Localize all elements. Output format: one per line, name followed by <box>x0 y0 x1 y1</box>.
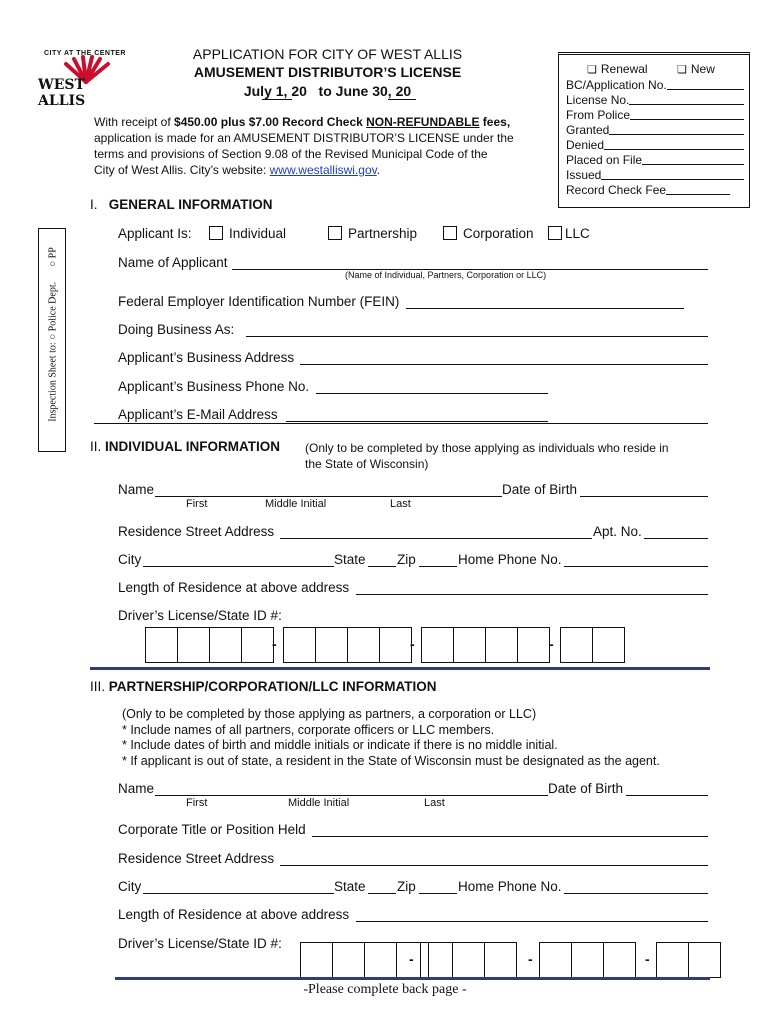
section3-note: (Only to be completed by those applying as partners, a corporation or LLC) <box>122 707 537 721</box>
license-period-text: July 1, 20 to June 30, 20 <box>243 83 412 99</box>
section3-title: PARTNERSHIP/CORPORATION/LLC INFORMATION <box>108 679 437 694</box>
ind-city-field[interactable] <box>143 566 334 567</box>
section2-note <box>305 440 669 472</box>
ind-state-label: State <box>334 552 366 567</box>
email-field[interactable] <box>286 421 548 422</box>
renewal-option[interactable] <box>587 62 648 76</box>
corp-title-field[interactable] <box>312 836 708 837</box>
logo-arc-text: CITY AT THE CENTER <box>44 50 126 57</box>
ind-apt-field[interactable] <box>644 538 708 539</box>
office-field-label: From Police <box>566 108 631 122</box>
corp-length-label: Length of Residence at above address <box>118 907 350 922</box>
intro-line2: application is made for an AMUSEMENT DISTRIBUTOR’S LICENSE under the <box>94 131 514 145</box>
office-field-row[interactable] <box>566 107 744 122</box>
business-phone-label: Applicant’s Business Phone No. <box>118 379 310 394</box>
ind-zip-field[interactable] <box>419 566 457 567</box>
license-period <box>170 83 485 99</box>
office-field-label: Denied <box>566 138 605 152</box>
ind-state-field[interactable] <box>368 566 396 567</box>
intro-line3: terms and provisions of Section 9.08 of the Revised Municipal Code of the <box>94 147 488 161</box>
dba-label: Doing Business As: <box>118 322 235 337</box>
office-field-line[interactable] <box>667 89 744 90</box>
partnership-label: Partnership <box>348 226 418 241</box>
email-label: Applicant’s E-Mail Address <box>118 407 278 422</box>
llc-checkbox[interactable] <box>548 226 562 240</box>
corp-name-field[interactable] <box>155 795 548 796</box>
ind-residence-field[interactable] <box>280 538 592 539</box>
corp-dl-segment-2[interactable] <box>420 942 517 978</box>
fein-field[interactable] <box>406 308 684 309</box>
period-start-year-line[interactable] <box>262 99 292 100</box>
section3-note: * If applicant is out of state, a resident in the State of Wisconsin must be designated as the agent. <box>122 753 660 768</box>
corp-name-label: Name <box>118 781 155 796</box>
office-field-line[interactable] <box>609 134 744 135</box>
partnership-checkbox[interactable] <box>328 226 342 240</box>
corp-dl-label: Driver’s License/State ID #: <box>118 936 282 951</box>
ind-dl-label: Driver’s License/State ID #: <box>118 608 282 623</box>
section2-roman: II. <box>90 439 102 454</box>
pp-label: PP <box>47 247 59 259</box>
inspection-text: Inspection Sheet to: <box>47 339 59 422</box>
renewal-checkbox-icon[interactable]: ❏ <box>587 64 597 76</box>
office-field-row[interactable] <box>566 122 744 137</box>
type-individual[interactable] <box>209 226 286 241</box>
intro-text: With receipt of <box>94 115 175 129</box>
intro-period: . <box>376 163 381 177</box>
applicant-name-label: Name of Applicant <box>118 255 228 270</box>
section3-note: * Include dates of birth and middle initials or indicate if there is no middle initial. <box>122 738 558 752</box>
corp-home-phone-field[interactable] <box>564 893 708 894</box>
period-end-year-line[interactable] <box>388 99 416 100</box>
office-field-line[interactable] <box>642 164 744 165</box>
corp-state-field[interactable] <box>368 893 396 894</box>
form-title-line2: AMUSEMENT DISTRIBUTOR’S LICENSE <box>193 64 462 80</box>
section3-divider-bar <box>115 977 710 980</box>
inspection-sheet-label <box>48 235 59 435</box>
ind-home-phone-field[interactable] <box>564 566 708 567</box>
ind-dl-dash-1: - <box>272 636 277 652</box>
non-refundable-text: NON-REFUNDABLE <box>366 115 480 129</box>
section1-roman: I. <box>90 197 98 212</box>
section2-note-line2: the State of Wisconsin) <box>305 457 429 471</box>
ind-dl-dash-3: - <box>549 636 554 652</box>
fee-amount: $450.00 plus $7.00 Record Check <box>174 115 367 129</box>
city-logo <box>36 46 136 109</box>
section3-heading <box>90 679 437 694</box>
corp-dob-label: Date of Birth <box>548 781 624 796</box>
corporation-label: Corporation <box>463 226 534 241</box>
section3-roman: III. <box>90 679 106 694</box>
corp-first-hint: First <box>186 797 208 809</box>
office-field-line[interactable] <box>604 149 744 150</box>
office-use-box <box>558 52 750 208</box>
ind-name-field[interactable] <box>155 496 502 497</box>
office-field-line[interactable] <box>666 194 730 195</box>
ind-residence-label: Residence Street Address <box>118 524 275 539</box>
office-field-row[interactable] <box>566 92 744 107</box>
police-radio-icon[interactable]: ○ <box>47 331 59 340</box>
office-fields <box>566 77 744 197</box>
ind-last-hint: Last <box>390 498 411 510</box>
office-field-row[interactable] <box>566 167 744 182</box>
ind-city-label: City <box>118 552 142 567</box>
fees-word: fees, <box>479 115 511 129</box>
ind-first-hint: First <box>186 498 208 510</box>
form-title-line1: APPLICATION FOR CITY OF WEST ALLIS <box>192 46 463 62</box>
office-field-label: Issued <box>566 168 602 182</box>
police-label: Police Dept. <box>47 281 59 332</box>
ind-home-phone-label: Home Phone No. <box>458 552 562 567</box>
ind-dl-segment-4[interactable] <box>560 627 625 663</box>
ind-dob-label: Date of Birth <box>502 482 578 497</box>
new-label: New <box>690 62 715 76</box>
office-field-label: Granted <box>566 123 610 137</box>
section3-notes <box>122 707 660 769</box>
corp-dob-field[interactable] <box>626 795 708 796</box>
city-website-link[interactable]: www.westalliswi.gov <box>269 163 377 177</box>
ind-length-field[interactable] <box>356 594 708 595</box>
office-field-row[interactable] <box>566 182 744 197</box>
applicant-is-label: Applicant Is: <box>118 226 192 241</box>
corp-middle-hint: Middle Initial <box>288 797 350 809</box>
section1-title: GENERAL INFORMATION <box>108 197 273 212</box>
type-partnership[interactable] <box>328 226 417 241</box>
corp-home-phone-label: Home Phone No. <box>458 879 562 894</box>
inspection-sheet-box <box>38 228 66 452</box>
corp-zip-field[interactable] <box>419 893 457 894</box>
office-field-line[interactable] <box>630 119 744 120</box>
corp-zip-label: Zip <box>397 879 416 894</box>
corp-last-hint: Last <box>424 797 445 809</box>
office-field-label: Record Check Fee <box>566 183 667 197</box>
corp-dl-segment-3[interactable] <box>539 942 636 978</box>
renewal-label: Renewal <box>600 62 648 76</box>
ind-dl-segment-1[interactable] <box>145 627 274 663</box>
office-field-label: Placed on File <box>566 153 643 167</box>
section2-note-line1: (Only to be completed by those applying as individuals who reside in <box>305 441 669 455</box>
corp-city-label: City <box>118 879 142 894</box>
llc-label: LLC <box>565 226 590 241</box>
corp-city-field[interactable] <box>143 893 334 894</box>
corp-residence-field[interactable] <box>280 865 708 866</box>
logo-name: WEST ALLIS <box>38 77 86 109</box>
office-field-row[interactable] <box>566 137 744 152</box>
corp-state-label: State <box>334 879 366 894</box>
new-option[interactable] <box>677 62 715 76</box>
ind-dl-segment-3[interactable] <box>421 627 550 663</box>
ind-name-label: Name <box>118 482 155 497</box>
intro-line4: City of West Allis. City’s website: <box>94 163 270 177</box>
corp-dl-segment-4[interactable] <box>656 942 721 978</box>
individual-checkbox[interactable] <box>209 226 223 240</box>
footer-note: -Please complete back page - <box>303 982 467 997</box>
section3-note: * Include names of all partners, corporate officers or LLC members. <box>122 722 495 737</box>
corporation-checkbox[interactable] <box>443 226 457 240</box>
office-field-row[interactable] <box>566 152 744 167</box>
business-address-field[interactable] <box>300 364 708 365</box>
office-field-line[interactable] <box>601 179 744 180</box>
type-corporation[interactable] <box>443 226 534 241</box>
office-field-row[interactable] <box>566 77 744 92</box>
new-checkbox-icon[interactable]: ❏ <box>677 64 687 76</box>
office-field-label: License No. <box>566 93 630 107</box>
ind-dl-dash-2: - <box>410 636 415 652</box>
applicant-name-hint: (Name of Individual, Partners, Corporation or LLC) <box>345 270 547 280</box>
corp-title-label: Corporate Title or Position Held <box>118 822 306 837</box>
ind-apt-label: Apt. No. <box>593 524 642 539</box>
ind-length-label: Length of Residence at above address <box>118 580 350 595</box>
intro-paragraph <box>94 114 514 178</box>
business-address-label: Applicant’s Business Address <box>118 350 295 365</box>
section1-divider <box>94 423 708 424</box>
pp-radio-icon[interactable]: ○ <box>47 258 59 267</box>
ind-dl-segment-2[interactable] <box>283 627 412 663</box>
dba-field[interactable] <box>246 336 708 337</box>
ind-zip-label: Zip <box>397 552 416 567</box>
fein-label: Federal Employer Identification Number (FEIN) <box>118 294 400 309</box>
section2-heading <box>90 439 280 454</box>
corp-dl-dash-2: - <box>528 951 533 967</box>
office-field-line[interactable] <box>629 104 744 105</box>
ind-dob-field[interactable] <box>580 496 708 497</box>
section2-divider-bar <box>90 667 710 670</box>
individual-label: Individual <box>229 226 287 241</box>
office-field-label: BC/Application No. <box>566 78 667 92</box>
ind-middle-hint: Middle Initial <box>265 498 327 510</box>
corp-dl-dash-1: - <box>409 951 414 967</box>
type-llc[interactable] <box>548 226 590 241</box>
section2-title: INDIVIDUAL INFORMATION <box>105 439 281 454</box>
corp-residence-label: Residence Street Address <box>118 851 275 866</box>
business-phone-field[interactable] <box>316 393 548 394</box>
corp-length-field[interactable] <box>356 921 708 922</box>
section1-heading <box>90 197 273 212</box>
corp-dl-dash-3: - <box>645 951 650 967</box>
